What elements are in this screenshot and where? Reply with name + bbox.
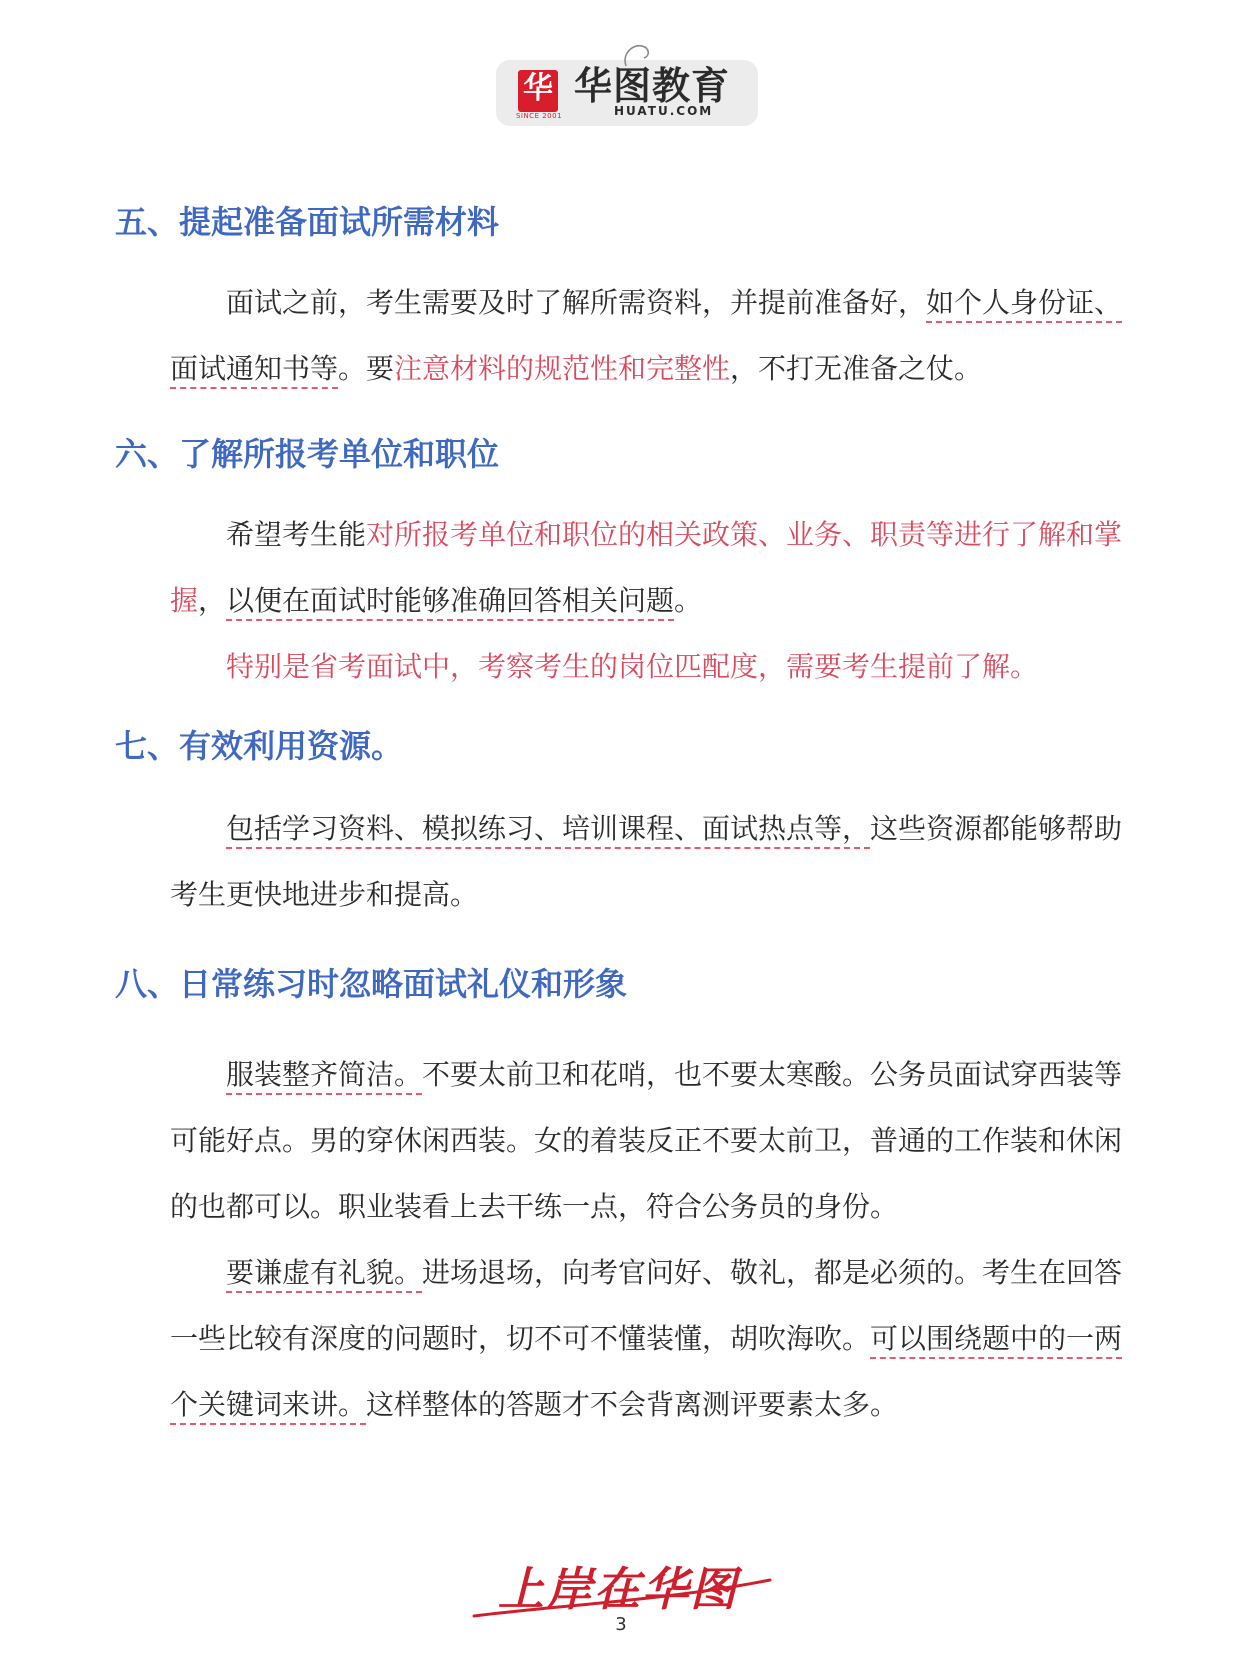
footer-slogan [470, 1560, 780, 1622]
logo-mark-icon: 华 [518, 70, 558, 112]
page-number: 3 [615, 1614, 627, 1635]
underlined-text: 可以围绕题中的一两个关键词来讲。 [170, 1322, 1123, 1421]
paragraph [170, 1240, 1140, 1438]
paragraph [170, 1042, 1140, 1240]
highlight-text: 注意材料的规范性和完整性 [394, 352, 731, 385]
body-text: 进场退场，向考官问好、敬礼，都是必须的。考生在回答一些比较有深度的问题时，切不可不懂装懂，胡吹海吹。 [170, 1256, 1123, 1355]
paragraph [170, 796, 1140, 928]
section-heading: 七、有效利用资源。 [115, 727, 404, 765]
underlined-text: 要谦虚有礼貌。 [226, 1256, 423, 1289]
body-text: 。 [674, 584, 703, 617]
underlined-text: 以便在面试时能够准确回答相关问题 [226, 584, 675, 617]
body-text: ，不打无准备之仗。 [730, 352, 983, 385]
body-text: 。要 [338, 352, 395, 385]
section-body [170, 1042, 1140, 1438]
underlined-text: 如个人身份证、面试通知书等 [170, 286, 1123, 385]
section-heading: 六、了解所报考单位和职位 [115, 435, 500, 473]
paragraph [170, 634, 1140, 700]
section-body [170, 270, 1140, 402]
slogan-text: 上岸在华图 [498, 1562, 738, 1616]
logo-since: SINCE 2001 [515, 112, 563, 120]
logo-domain: HUATU.COM [614, 104, 714, 118]
section-heading: 八、日常练习时忽略面试礼仪和形象 [115, 965, 628, 1003]
body-text: 这些资源都能够帮助考生更快地进步和提高。 [170, 812, 1123, 911]
body-text: 面试之前，考生需要及时了解所需资料，并提前准备好， [226, 286, 927, 319]
logo-swoosh-icon [620, 40, 660, 70]
paragraph [170, 502, 1140, 634]
body-text: 不要太前卫和花哨，也不要太寒酸。公务员面试穿西装等可能好点。男的穿休闲西装。女的着装反正不要太前卫，普通的工作装和休闲的也都可以。职业装看上去干练一点，符合公务员的身份。 [170, 1058, 1123, 1223]
body-text: ， [198, 584, 227, 617]
section-body [170, 796, 1140, 928]
highlight-text: 特别是省考面试中，考察考生的岗位匹配度，需要考生提前了解。 [226, 650, 1039, 683]
underlined-text: 服装整齐简洁。 [226, 1058, 423, 1091]
underlined-text: 包括学习资料、模拟练习、培训课程、面试热点等， [226, 812, 871, 845]
section-heading: 五、提起准备面试所需材料 [115, 203, 500, 241]
logo-name: 华图教育 [574, 64, 731, 108]
section-body [170, 502, 1140, 700]
paragraph [170, 270, 1140, 402]
highlight-text: 对所报考单位和职位的相关政策、业务、职责等进行了解和掌握 [170, 518, 1123, 617]
body-text: 这样整体的答题才不会背离测评要素太多。 [366, 1388, 899, 1421]
body-text: 希望考生能 [226, 518, 367, 551]
